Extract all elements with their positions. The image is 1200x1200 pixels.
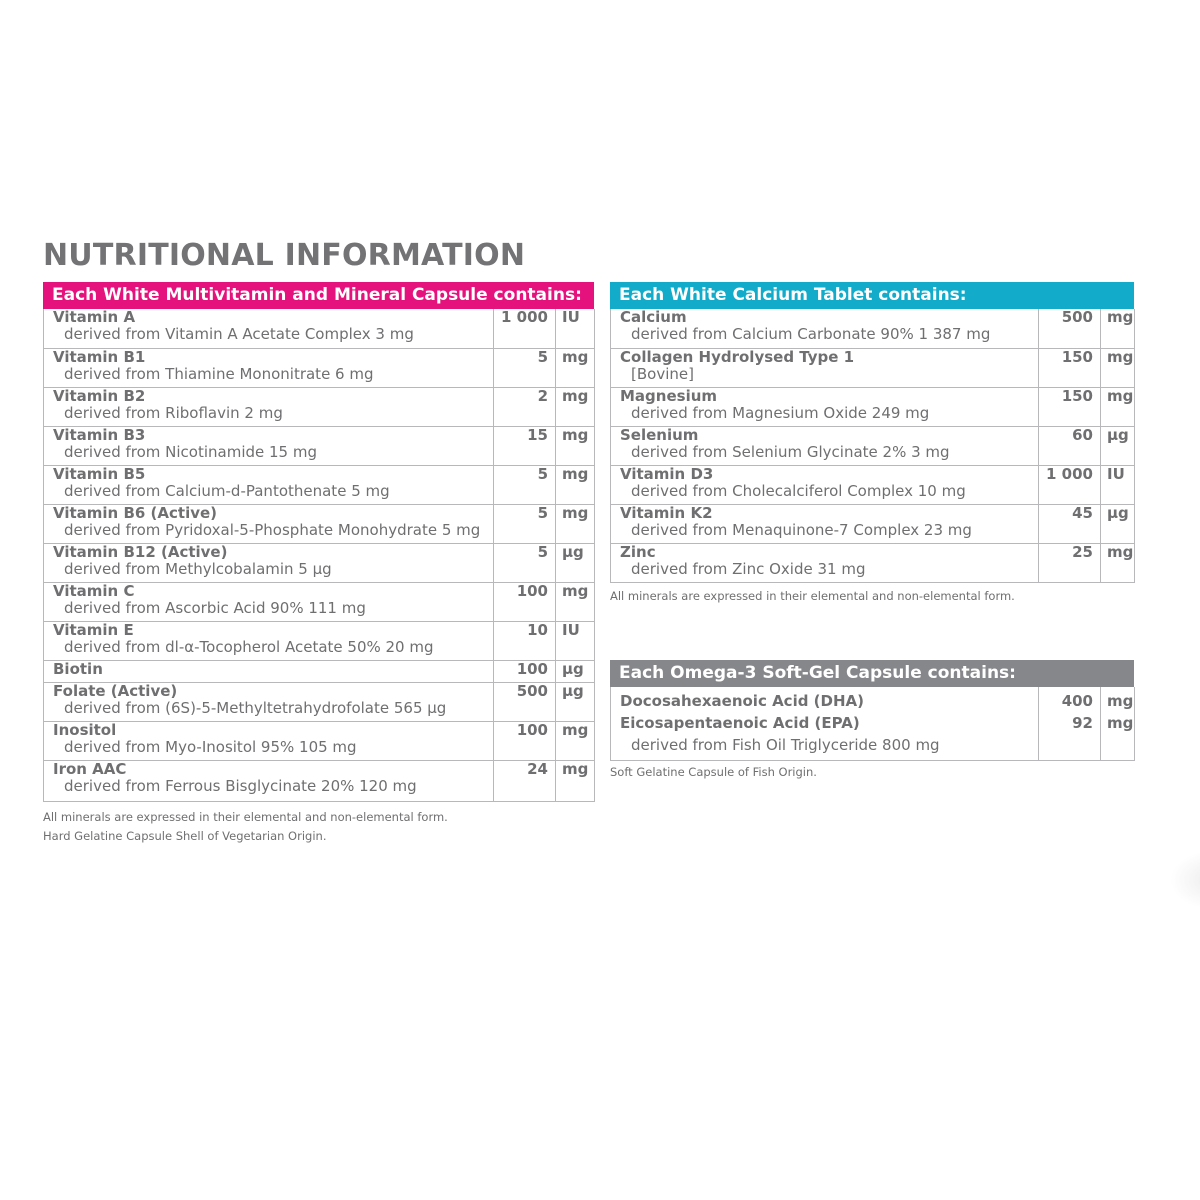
nutrient-name: Magnesium: [620, 387, 718, 405]
nutrient-row: [44, 543, 595, 582]
nutrient-amount: 500: [494, 682, 556, 721]
multivitamin-note-capsule: Hard Gelatine Capsule Shell of Vegetarian Origin.: [43, 829, 327, 843]
nutrient-name-cell: [611, 309, 1039, 348]
nutrient-unit: mg: [556, 426, 595, 465]
nutrient-name: Vitamin D3: [620, 465, 714, 483]
dha-amount: 400: [1061, 692, 1093, 710]
nutrient-amount: 60: [1039, 426, 1101, 465]
nutrient-amount: 2: [494, 387, 556, 426]
multivitamin-header: Each White Multivitamin and Mineral Capsule contains:: [43, 282, 594, 309]
nutrient-source: derived from Calcium Carbonate 90% 1 387 mg: [631, 325, 991, 343]
omega-table: [610, 687, 1135, 761]
nutrient-amount: 1 000: [1039, 465, 1101, 504]
calcium-table: [610, 309, 1135, 583]
nutrient-unit: mg: [1101, 543, 1135, 582]
nutrient-row: [44, 660, 595, 682]
nutrient-row: [611, 309, 1135, 348]
nutrient-name-cell: [611, 504, 1039, 543]
nutrient-name-cell: [44, 426, 494, 465]
nutrient-row: [44, 721, 595, 760]
nutrient-unit: mg: [556, 465, 595, 504]
nutrient-row: [44, 348, 595, 387]
nutrient-name: Vitamin B1: [53, 348, 146, 366]
nutrient-name: Calcium: [620, 309, 687, 326]
nutrient-name-cell: [44, 504, 494, 543]
multivitamin-panel: [43, 282, 594, 802]
nutrient-row: [44, 582, 595, 621]
nutrient-amount: 5: [494, 543, 556, 582]
nutrient-name: Vitamin B6 (Active): [53, 504, 218, 522]
nutrient-row: [611, 387, 1135, 426]
nutrient-source: derived from Myo-Inositol 95% 105 mg: [64, 737, 357, 756]
nutrient-unit: mg: [556, 760, 595, 801]
nutrient-row: [611, 426, 1135, 465]
decorative-shadow: [1170, 850, 1200, 910]
nutrient-name: Vitamin A: [53, 309, 136, 326]
nutrient-source: derived from Thiamine Mononitrate 6 mg: [64, 364, 374, 383]
epa-amount: 92: [1072, 714, 1093, 732]
nutrient-amount: 5: [494, 465, 556, 504]
nutrient-row: [611, 348, 1135, 387]
nutrient-name: Folate (Active): [53, 682, 178, 700]
epa-unit: mg: [1107, 714, 1134, 732]
nutrient-amount: 10: [494, 621, 556, 660]
nutrient-name: Vitamin B5: [53, 465, 146, 483]
nutrient-name-cell: [44, 387, 494, 426]
nutrient-unit: IU: [556, 309, 595, 348]
nutrient-row: [44, 387, 595, 426]
nutrient-source: derived from Riboflavin 2 mg: [64, 403, 283, 422]
nutrient-name-cell: [611, 348, 1039, 387]
nutrient-amount: 24: [494, 760, 556, 801]
nutrient-name: Inositol: [53, 721, 117, 739]
dha-unit: mg: [1107, 692, 1134, 710]
nutrient-amount: 5: [494, 348, 556, 387]
calcium-note: All minerals are expressed in their elemental and non-elemental form.: [610, 589, 1015, 603]
nutrient-source: derived from Ferrous Bisglycinate 20% 120 mg: [64, 776, 417, 795]
nutrient-name: Selenium: [620, 426, 699, 444]
nutrient-amount: 100: [494, 721, 556, 760]
nutrient-row: [44, 621, 595, 660]
nutrient-amount: 15: [494, 426, 556, 465]
nutrient-name-cell: [44, 682, 494, 721]
nutrient-amount: 100: [494, 582, 556, 621]
nutrient-unit: mg: [1101, 348, 1135, 387]
nutrient-name: Vitamin K2: [620, 504, 713, 522]
nutrient-amount: 500: [1039, 309, 1101, 348]
omega-name-cell: [611, 687, 1039, 761]
omega-header: Each Omega-3 Soft-Gel Capsule contains:: [610, 660, 1134, 687]
nutrient-amount: 150: [1039, 348, 1101, 387]
omega-amount-cell: [1039, 687, 1101, 761]
omega-note: Soft Gelatine Capsule of Fish Origin.: [610, 765, 817, 779]
nutrient-source: derived from Vitamin A Acetate Complex 3 mg: [64, 325, 414, 343]
nutrient-row: [44, 682, 595, 721]
nutrient-name-cell: [44, 348, 494, 387]
nutrient-name: Vitamin B3: [53, 426, 146, 444]
nutrient-name-cell: [611, 426, 1039, 465]
nutrient-amount: 45: [1039, 504, 1101, 543]
nutrient-row: [44, 309, 595, 348]
nutrient-amount: 5: [494, 504, 556, 543]
nutrient-name-cell: [611, 387, 1039, 426]
nutrient-row: [44, 760, 595, 801]
calcium-panel: [610, 282, 1134, 583]
nutrient-row: [611, 543, 1135, 582]
nutrient-unit: mg: [556, 348, 595, 387]
nutrient-unit: µg: [1101, 504, 1135, 543]
nutrient-name: Zinc: [620, 543, 656, 561]
nutrient-name-cell: [44, 465, 494, 504]
nutrient-source: derived from (6S)-5-Methyltetrahydrofolate 565 µg: [64, 698, 447, 717]
nutrient-name-cell: [44, 660, 494, 682]
nutrient-row: [44, 465, 595, 504]
nutrient-source: derived from Calcium-d-Pantothenate 5 mg: [64, 481, 390, 500]
nutrient-source: derived from Selenium Glycinate 2% 3 mg: [631, 442, 950, 461]
nutrient-name-cell: [611, 543, 1039, 582]
nutrient-unit: µg: [1101, 426, 1135, 465]
nutrient-source: derived from dl-α-Tocopherol Acetate 50% 20 mg: [64, 637, 434, 656]
nutrient-source: derived from Menaquinone-7 Complex 23 mg: [631, 520, 972, 539]
nutrient-row: [611, 504, 1135, 543]
nutrient-unit: mg: [556, 387, 595, 426]
nutrient-unit: µg: [556, 682, 595, 721]
omega-source: derived from Fish Oil Triglyceride 800 mg: [631, 736, 940, 754]
nutrient-name-cell: [611, 465, 1039, 504]
nutrient-source: derived from Pyridoxal-5-Phosphate Monohydrate 5 mg: [64, 520, 481, 539]
nutrient-source: derived from Cholecalciferol Complex 10 mg: [631, 481, 966, 500]
nutrient-name: Iron AAC: [53, 760, 127, 778]
epa-name: Eicosapentaenoic Acid (EPA): [620, 714, 860, 732]
nutrient-unit: mg: [1101, 387, 1135, 426]
nutrient-unit: µg: [556, 543, 595, 582]
nutrient-source: derived from Methylcobalamin 5 µg: [64, 559, 332, 578]
nutrient-name-cell: [44, 582, 494, 621]
omega-unit-cell: [1101, 687, 1135, 761]
nutrient-amount: 25: [1039, 543, 1101, 582]
nutrient-unit: mg: [556, 721, 595, 760]
nutrient-name-cell: [44, 309, 494, 348]
nutrient-unit: mg: [556, 582, 595, 621]
nutrient-name-cell: [44, 760, 494, 801]
omega-row: [611, 687, 1135, 761]
dha-name: Docosahexaenoic Acid (DHA): [620, 692, 864, 710]
nutrient-source: derived from Zinc Oxide 31 mg: [631, 559, 866, 578]
calcium-header: Each White Calcium Tablet contains:: [610, 282, 1134, 309]
nutrient-source: [Bovine]: [631, 364, 694, 383]
nutrient-row: [44, 504, 595, 543]
nutrient-name-cell: [44, 543, 494, 582]
nutrient-name: Collagen Hydrolysed Type 1: [620, 348, 855, 366]
page-title: NUTRITIONAL INFORMATION: [43, 238, 526, 273]
nutrient-name: Vitamin C: [53, 582, 135, 600]
nutrient-name: Vitamin E: [53, 621, 134, 639]
nutrient-source: derived from Ascorbic Acid 90% 111 mg: [64, 598, 366, 617]
nutrient-name: Vitamin B12 (Active): [53, 543, 228, 561]
nutrient-name: Vitamin B2: [53, 387, 146, 405]
nutrient-amount: 100: [494, 660, 556, 682]
nutrient-source: derived from Nicotinamide 15 mg: [64, 442, 318, 461]
nutrient-unit: IU: [556, 621, 595, 660]
omega-panel: [610, 660, 1134, 761]
nutrient-source: derived from Magnesium Oxide 249 mg: [631, 403, 930, 422]
multivitamin-table: [43, 309, 595, 802]
nutrient-amount: 1 000: [494, 309, 556, 348]
nutrient-amount: 150: [1039, 387, 1101, 426]
multivitamin-note-minerals: All minerals are expressed in their elemental and non-elemental form.: [43, 810, 448, 824]
nutrient-unit: IU: [1101, 465, 1135, 504]
nutrient-unit: mg: [556, 504, 595, 543]
nutrient-row: [611, 465, 1135, 504]
nutrient-unit: mg: [1101, 309, 1135, 348]
nutrient-row: [44, 426, 595, 465]
nutrient-name-cell: [44, 721, 494, 760]
nutrient-name-cell: [44, 621, 494, 660]
nutrient-name: Biotin: [53, 660, 103, 678]
nutrient-unit: µg: [556, 660, 595, 682]
